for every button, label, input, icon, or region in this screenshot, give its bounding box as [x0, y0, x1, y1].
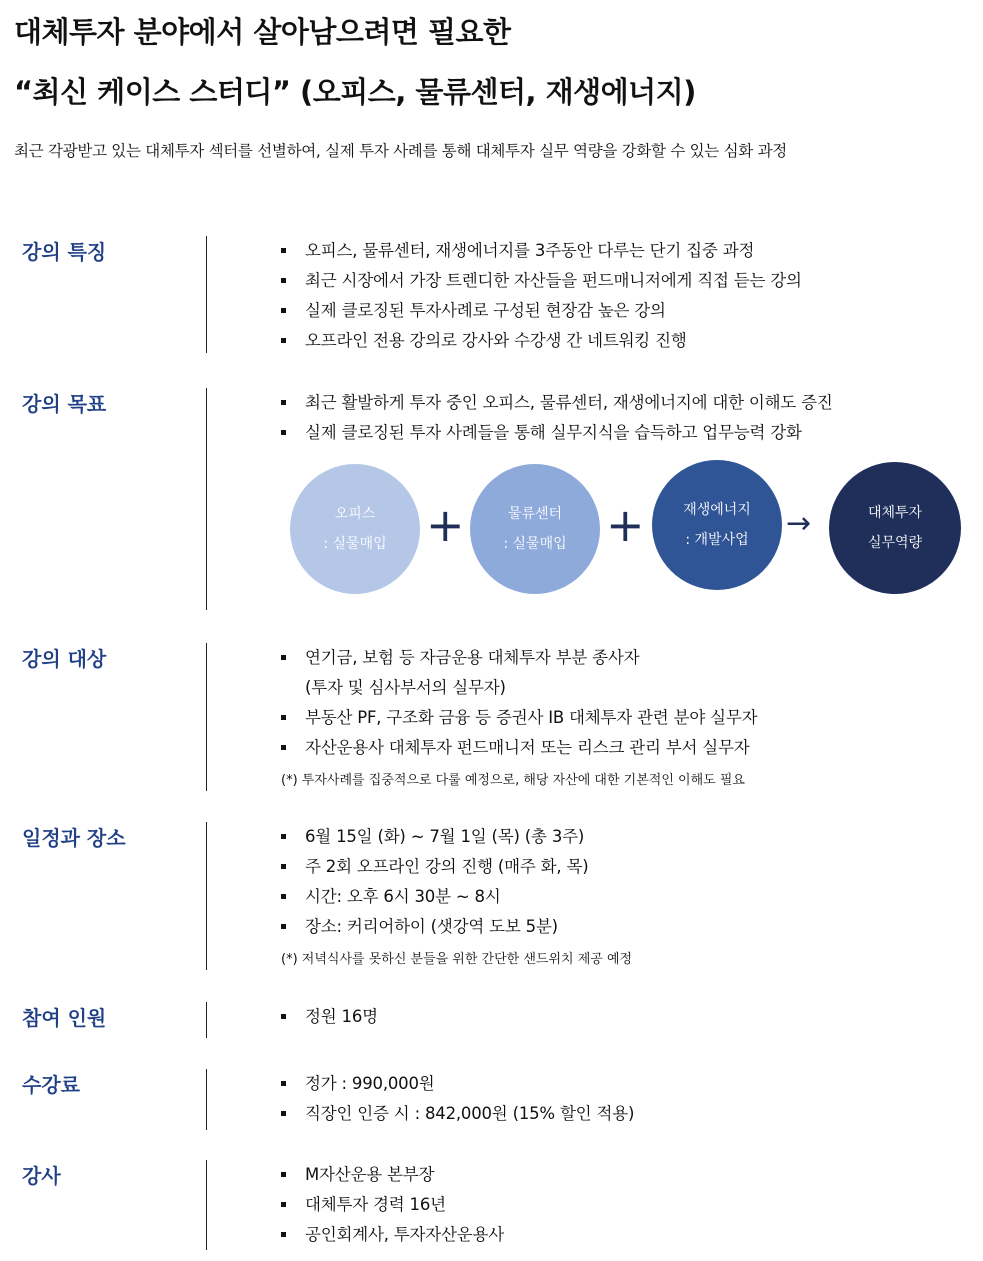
section-label-target: 강의 대상: [22, 647, 107, 671]
section-divider: [206, 643, 207, 791]
diagram-circle-office: [290, 464, 420, 594]
bullet-icon: [281, 894, 286, 899]
bullet-icon: [281, 1232, 286, 1237]
list-item: 최근 시장에서 가장 트렌디한 자산들을 펀드매니저에게 직접 듣는 강의: [281, 266, 802, 296]
plus-icon: +: [426, 498, 465, 552]
list-item: 대체투자 경력 16년: [281, 1190, 504, 1220]
features-list: [281, 236, 802, 356]
list-item: 부동산 PF, 구조화 금융 등 증권사 IB 대체투자 관련 분야 실무자: [281, 703, 757, 733]
section-divider: [206, 236, 207, 353]
section-divider: [206, 1160, 207, 1250]
section-divider: [206, 1002, 207, 1038]
list-item: 주 2회 오프라인 강의 진행 (매주 화, 목): [281, 852, 588, 882]
bullet-icon: [281, 338, 286, 343]
circle-subtitle: 실무역량: [867, 535, 923, 551]
section-divider: [206, 1069, 207, 1130]
target-list: [281, 643, 757, 763]
circle-subtitle: : 실물매입: [503, 536, 567, 552]
plus-icon: +: [606, 498, 645, 552]
bullet-icon: [281, 834, 286, 839]
section-label-goals: 강의 목표: [22, 392, 107, 416]
section-label-schedule: 일정과 장소: [22, 826, 126, 850]
list-item: 오피스, 물류센터, 재생에너지를 3주동안 다루는 단기 집중 과정: [281, 236, 802, 266]
section-divider: [206, 388, 207, 610]
list-item: 정가 : 990,000원: [281, 1069, 634, 1099]
list-item: 자산운용사 대체투자 펀드매니저 또는 리스크 관리 부서 실무자: [281, 733, 757, 763]
section-divider: [206, 822, 207, 970]
title-line-1: 대체투자 분야에서 살아남으려면 필요한: [14, 15, 511, 49]
list-item: 장소: 커리어하이 (샛강역 도보 5분): [281, 912, 588, 942]
circle-title: 재생에너지: [683, 502, 751, 518]
list-item: 시간: 오후 6시 30분 ~ 8시: [281, 882, 588, 912]
bullet-icon: [281, 745, 286, 750]
diagram-circle-competency: [829, 462, 961, 594]
bullet-icon: [281, 248, 286, 253]
bullet-icon: [281, 715, 286, 720]
bullet-icon: [281, 864, 286, 869]
circle-subtitle: : 개발사업: [685, 532, 749, 548]
diagram-circle-logistics: [470, 464, 600, 594]
bullet-icon: [281, 1111, 286, 1116]
list-item: 직장인 인증 시 : 842,000원 (15% 할인 적용): [281, 1099, 634, 1129]
goals-list: [281, 388, 833, 448]
bullet-icon: [281, 1081, 286, 1086]
list-item-continuation: (투자 및 심사부서의 실무자): [305, 678, 506, 697]
list-item: 정원 16명: [281, 1002, 378, 1032]
fee-list: [281, 1069, 634, 1129]
list-item: 오프라인 전용 강의로 강사와 수강생 간 네트워킹 진행: [281, 326, 802, 356]
list-item: M자산운용 본부장: [281, 1160, 504, 1190]
schedule-note: (*) 저녁식사를 못하신 분들을 위한 간단한 샌드위치 제공 예정: [281, 952, 633, 967]
list-item: 연기금, 보험 등 자금운용 대체투자 부분 종사자: [281, 643, 757, 673]
capacity-list: [281, 1002, 378, 1032]
bullet-icon: [281, 1172, 286, 1177]
circle-title: 물류센터: [507, 506, 563, 522]
diagram-circle-renewable: [652, 460, 782, 590]
bullet-icon: [281, 430, 286, 435]
circle-subtitle: : 실물매입: [323, 536, 387, 552]
schedule-list: [281, 822, 588, 942]
subtitle: 최근 각광받고 있는 대체투자 섹터를 선별하여, 실제 투자 사례를 통해 대체투자 실무 역량을 강화할 수 있는 심화 과정: [14, 142, 787, 160]
list-item: 실제 클로징된 투자사례로 구성된 현장감 높은 강의: [281, 296, 802, 326]
list-item: 최근 활발하게 투자 중인 오피스, 물류센터, 재생에너지에 대한 이해도 증진: [281, 388, 833, 418]
section-label-capacity: 참여 인원: [22, 1006, 107, 1030]
bullet-icon: [281, 278, 286, 283]
bullet-icon: [281, 1014, 286, 1019]
arrow-right-icon: →: [786, 506, 812, 541]
list-item: 실제 클로징된 투자 사례들을 통해 실무지식을 습득하고 업무능력 강화: [281, 418, 833, 448]
title-line-2: “최신 케이스 스터디” (오피스, 물류센터, 재생에너지): [14, 75, 696, 109]
bullet-icon: [281, 924, 286, 929]
section-label-fee: 수강료: [22, 1073, 80, 1097]
section-label-instructor: 강사: [22, 1164, 61, 1188]
instructor-list: [281, 1160, 504, 1250]
target-note: (*) 투자사례를 집중적으로 다룰 예정으로, 해당 자산에 대한 기본적인 이해도 필요: [281, 773, 745, 788]
circle-title: 오피스: [334, 506, 376, 522]
circle-title: 대체투자: [867, 505, 923, 521]
list-item: 6월 15일 (화) ~ 7월 1일 (목) (총 3주): [281, 822, 588, 852]
section-label-features: 강의 특징: [22, 240, 107, 264]
bullet-icon: [281, 400, 286, 405]
bullet-icon: [281, 308, 286, 313]
list-item: 공인회계사, 투자자산운용사: [281, 1220, 504, 1250]
bullet-icon: [281, 1202, 286, 1207]
bullet-icon: [281, 655, 286, 660]
